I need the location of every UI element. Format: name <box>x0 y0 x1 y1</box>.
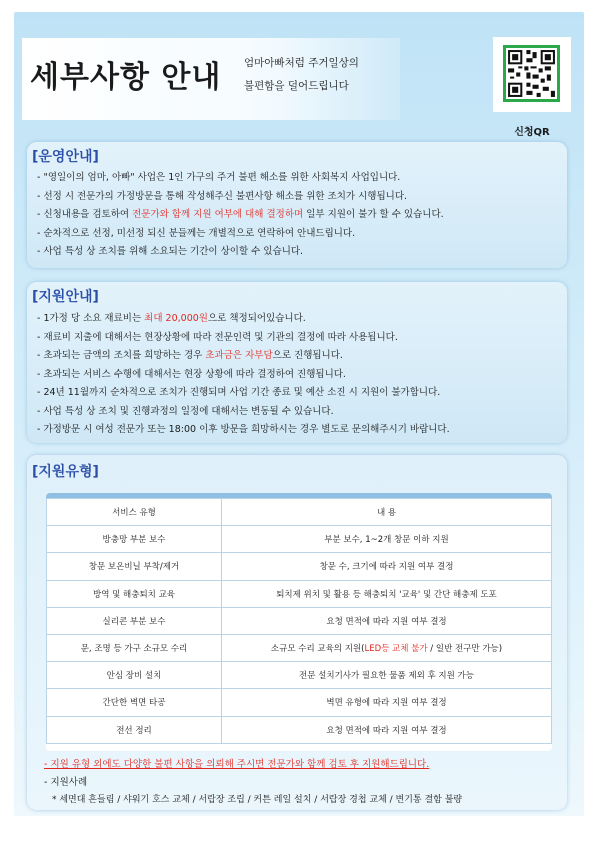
support-list <box>37 310 450 440</box>
list-item: - 초과되는 서비스 수행에 대해서는 현장 상황에 따라 결정하여 진행됩니다. <box>37 368 346 380</box>
list-item: - 가정방문 시 여성 전문가 또는 18:00 이후 방문을 희망하시는 경우 별도로 문의해주시기 바랍니다. <box>37 424 450 435</box>
table-row: 실리콘 부분 보수 요청 면적에 따라 지원 여부 결정 <box>47 607 552 634</box>
qr-label: 신청QR <box>514 127 550 138</box>
table-header-cell: 내 용 <box>222 499 552 526</box>
support-panel <box>27 282 567 443</box>
example-label: - 지원사례 <box>44 777 88 788</box>
qr-code-icon[interactable] <box>503 45 560 102</box>
list-item: - 선정 시 전문가의 가정방문을 통해 작성해주신 불편사항 해소를 위한 조치가 시행됩니다. <box>37 190 408 202</box>
section-title-operation: [운영안내] <box>32 149 99 165</box>
section-title-support: [지원안내] <box>32 289 99 305</box>
table-row: 방역 및 해충퇴치 교육 퇴치제 위치 및 활용 등 해충퇴치 '교육' 및 간단 해충제 도포 <box>47 580 552 607</box>
list-item: - 순차적으로 선정, 미선정 되신 분들께는 개별적으로 연락하여 안내드립니다. <box>37 227 356 239</box>
support-types-table <box>46 493 552 751</box>
table-row: 간단한 벽면 타공 벽면 유형에 따라 지원 여부 결정 <box>47 689 552 716</box>
types-note: - 지원 유형 외에도 다양한 불편 사항을 의뢰해 주시면 전문가와 함께 검토 후 지원해드립니다. <box>44 759 430 770</box>
qr-code-box[interactable] <box>493 37 571 112</box>
table-header-row <box>47 499 552 526</box>
page-subtitle: 엄마아빠처럼 주거일상의 불편함을 덜어드립니다 <box>244 57 359 92</box>
operation-panel <box>27 142 567 268</box>
title-banner <box>22 38 400 120</box>
list-item: - 신청내용을 검토하여 전문가와 함께 지원 여부에 대해 결정하며 일부 지원이 불가 할 수 있습니다. <box>37 209 444 220</box>
list-item: - 1가정 당 소요 재료비는 최대 20,000원으로 책정되어있습니다. <box>37 313 306 324</box>
list-item: - "영일이의 엄마, 아빠" 사업은 1인 가구의 주거 불편 해소를 위한 사회복지 사업입니다. <box>37 172 401 183</box>
example-text: * 세면대 흔들림 / 샤워기 호스 교체 / 서랍장 조립 / 커튼 레일 설치 / 서랍장 경첩 교체 / 변기통 결함 불량 <box>52 795 463 805</box>
table-row: 창문 보온비닐 부착/제거 창문 수, 크기에 따라 지원 여부 결정 <box>47 553 552 580</box>
table-header-cell: 서비스 유형 <box>47 499 222 526</box>
table-row: 안심 장비 설치 전문 설치기사가 필요한 물품 제외 후 지원 가능 <box>47 662 552 689</box>
table-row: 문, 조명 등 가구 소규모 수리 소규모 수리 교육의 지원(LED등 교체 불가 / 일반 전구만 가능) <box>47 634 552 661</box>
list-item: - 사업 특성 상 조치 및 진행과정의 일정에 대해서는 변동될 수 있습니다. <box>37 405 334 417</box>
operation-list <box>37 169 444 262</box>
table-row: 방충망 부분 보수 부분 보수, 1~2개 창문 이하 지원 <box>47 526 552 553</box>
list-item: - 24년 11월까지 순차적으로 조치가 진행되며 사업 기간 종료 및 예산 소진 시 지원이 불가합니다. <box>37 387 441 398</box>
list-item: - 재료비 지출에 대해서는 현장상황에 따라 전문인력 및 기관의 결정에 따라 사용됩니다. <box>37 331 398 343</box>
section-title-types: [지원유형] <box>32 464 99 480</box>
list-item: - 초과되는 금액의 조치를 희망하는 경우 초과금은 자부담으로 진행됩니다. <box>37 350 343 361</box>
page-title: 세부사항 안내 <box>30 60 222 95</box>
list-item: - 사업 특성 상 조치를 위해 소요되는 기간이 상이할 수 있습니다. <box>37 246 304 257</box>
table-row: 전선 정리 요청 면적에 따라 지원 여부 결정 <box>47 716 552 743</box>
